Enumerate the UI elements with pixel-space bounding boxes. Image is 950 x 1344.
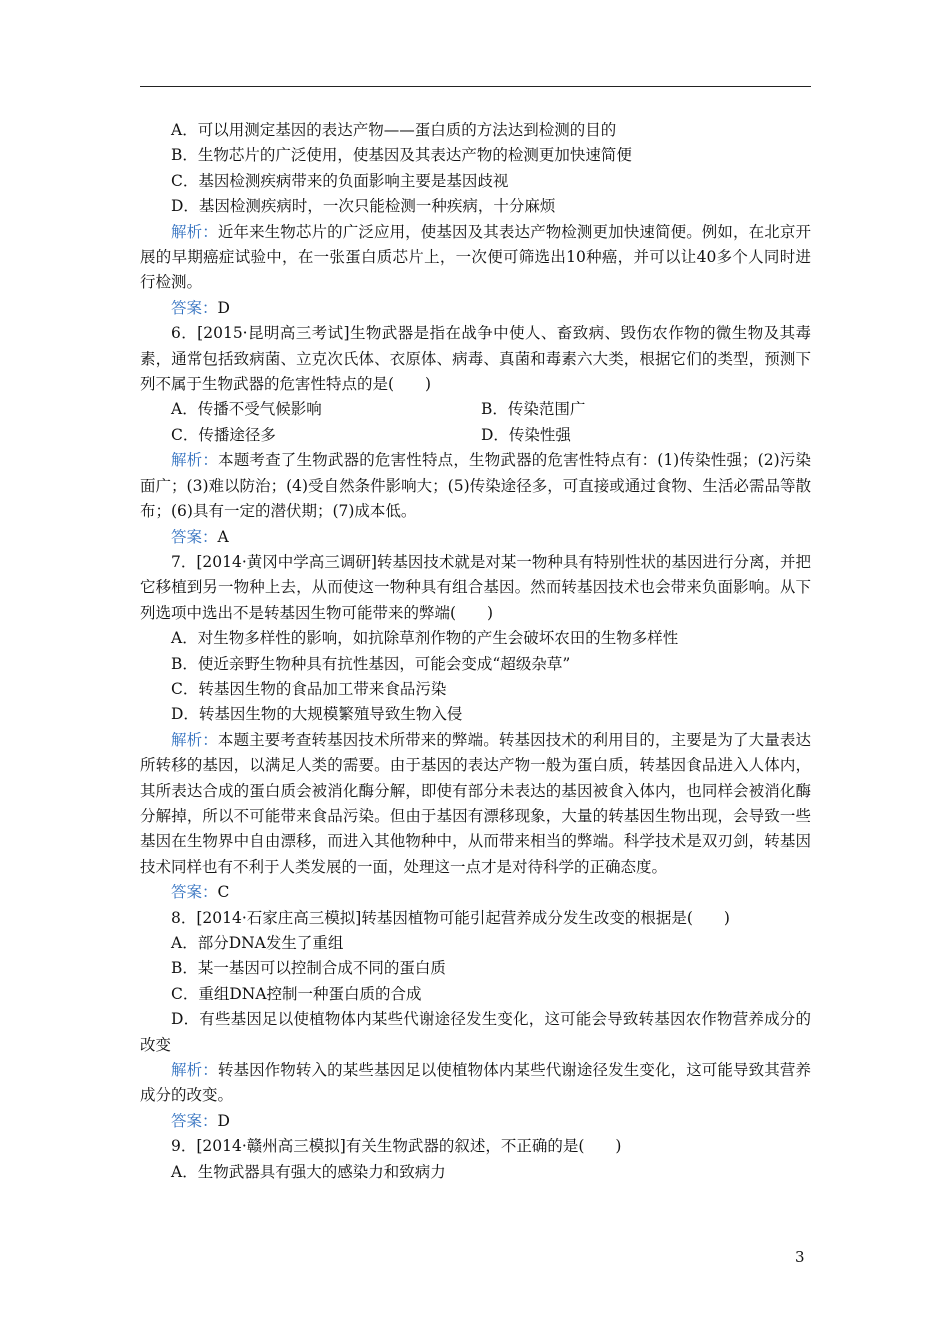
q5-option-a: A．可以用测定基因的表达产物——蛋白质的方法达到检测的目的 (171, 121, 617, 139)
analysis-label: 解析： (171, 451, 219, 470)
q7-stem: 7．[2014·黄冈中学高三调研]转基因技术就是对某一物种具有特别性状的基因进行分离，并把它移植到另一物种上去，从而使这一物种具有组合基因。然而转基因技术也会带来负面影响。从下列选项中选出不是转基因生物可能带来的弊端( ) (140, 552, 811, 622)
q7-option-b: B．使近亲野生物种具有抗性基因，可能会变成“超级杂草” (171, 654, 571, 673)
analysis-text: 近年来生物芯片的广泛应用，使基因及其表达产物检测更加快速简便。例如，在北京开展的早期癌症试验中，在一张蛋白质芯片上，一次便可筛选出10种癌，并可以让40多个人同时进行检测。 (140, 222, 811, 292)
q8-stem: 8．[2014·石家庄高三模拟]转基因植物可能引起营养成分发生改变的根据是( ) (171, 908, 730, 927)
q5-option-c: C．基因检测疾病带来的负面影响主要是基因歧视 (171, 171, 509, 190)
header-rule (140, 86, 811, 87)
analysis-label: 解析： (171, 1061, 218, 1080)
q8-analysis (140, 1058, 811, 1109)
q9-option-a: A．生物武器具有强大的感染力和致病力 (171, 1162, 446, 1181)
page-content (140, 118, 811, 1185)
answer-value: D (217, 298, 230, 317)
analysis-text: 本题主要考查转基因技术所带来的弊端。转基因技术的利用目的，主要是为了大量表达所转移的基因，以满足人类的需要。由于基因的表达产物一般为蛋白质，转基因食品进入人体内，其所表达合成的蛋白质会被消化酶分解，即使有部分未表达的基因被食入体内，也同样会被消化酶分解掉，所以不可能带来食品污染。但由于基因有漂移现象，大量的转基因生物出现，会导致一些基因在生物界中自由漂移，而进入其他物种中，从而带来相当的弊端。科学技术是双刃剑，转基因技术同样也有不利于人类发展的一面，处理这一点才是对待科学的正确态度。 (140, 730, 811, 876)
q6-option-a: A．传播不受气候影响 (171, 400, 322, 419)
answer-label: 答案： (171, 527, 218, 546)
q8-answer (140, 1109, 811, 1134)
answer-value: D (217, 1111, 230, 1130)
page-number: 3 (795, 1248, 805, 1266)
q6-option-c: C．传播途径多 (171, 425, 276, 444)
q8-option-a: A．部分DNA发生了重组 (171, 934, 344, 952)
q6-options-row-2 (140, 423, 811, 448)
q5-option-b: B．生物芯片的广泛使用，使基因及其表达产物的检测更加快速简便 (171, 146, 632, 165)
q6-options-row-1 (140, 397, 811, 422)
answer-label: 答案： (171, 1111, 218, 1130)
q8-option-c: C．重组DNA控制一种蛋白质的合成 (171, 984, 422, 1003)
answer-label: 答案： (171, 883, 218, 902)
q5-option-d: D．基因检测疾病时，一次只能检测一种疾病，十分麻烦 (171, 197, 556, 216)
q5-analysis (140, 220, 811, 296)
q7-answer (140, 880, 811, 905)
q7-option-d: D．转基因生物的大规模繁殖导致生物入侵 (171, 705, 463, 724)
analysis-label: 解析： (171, 222, 218, 241)
analysis-text: 转基因作物转入的某些基因足以使植物体内某些代谢途径发生变化，这可能导致其营养成分的改变。 (140, 1061, 811, 1105)
q6-analysis (140, 448, 811, 524)
q8-option-b: B．某一基因可以控制合成不同的蛋白质 (171, 959, 446, 978)
answer-value: A (217, 527, 229, 546)
q7-option-a: A．对生物多样性的影响，如抗除草剂作物的产生会破坏农田的生物多样性 (171, 629, 679, 648)
q7-analysis (140, 728, 811, 880)
q6-stem: 6．[2015·昆明高三考试]生物武器是指在战争中使人、畜致病、毁伤农作物的微生物及其毒素，通常包括致病菌、立克次氏体、衣原体、病毒、真菌和毒素六大类，根据它们的类型，预测下列不属于生物武器的危害性特点的是( ) (140, 324, 811, 394)
q6-answer (140, 525, 811, 550)
q8-option-d: D．有些基因足以使植物体内某些代谢途径发生变化，这可能会导致转基因农作物营养成分的改变 (140, 1010, 811, 1054)
q9-stem: 9．[2014·赣州高三模拟]有关生物武器的叙述，不正确的是( ) (171, 1137, 622, 1156)
q6-option-d: D．传染性强 (481, 425, 571, 444)
analysis-label: 解析： (171, 730, 218, 749)
answer-value: C (217, 883, 230, 902)
q5-answer (140, 296, 811, 321)
answer-label: 答案： (171, 298, 218, 317)
q7-option-c: C．转基因生物的食品加工带来食品污染 (171, 679, 447, 698)
analysis-text: 本题考查了生物武器的危害性特点，生物武器的危害性特点有：(1)传染性强；(2)污染面广；(3)难以防治；(4)受自然条件影响大；(5)传染途径多，可直接或通过食物、生活必需品等散布；(6)具有一定的潜伏期；(7)成本低。 (140, 451, 811, 521)
q6-option-b: B．传染范围广 (481, 400, 586, 419)
